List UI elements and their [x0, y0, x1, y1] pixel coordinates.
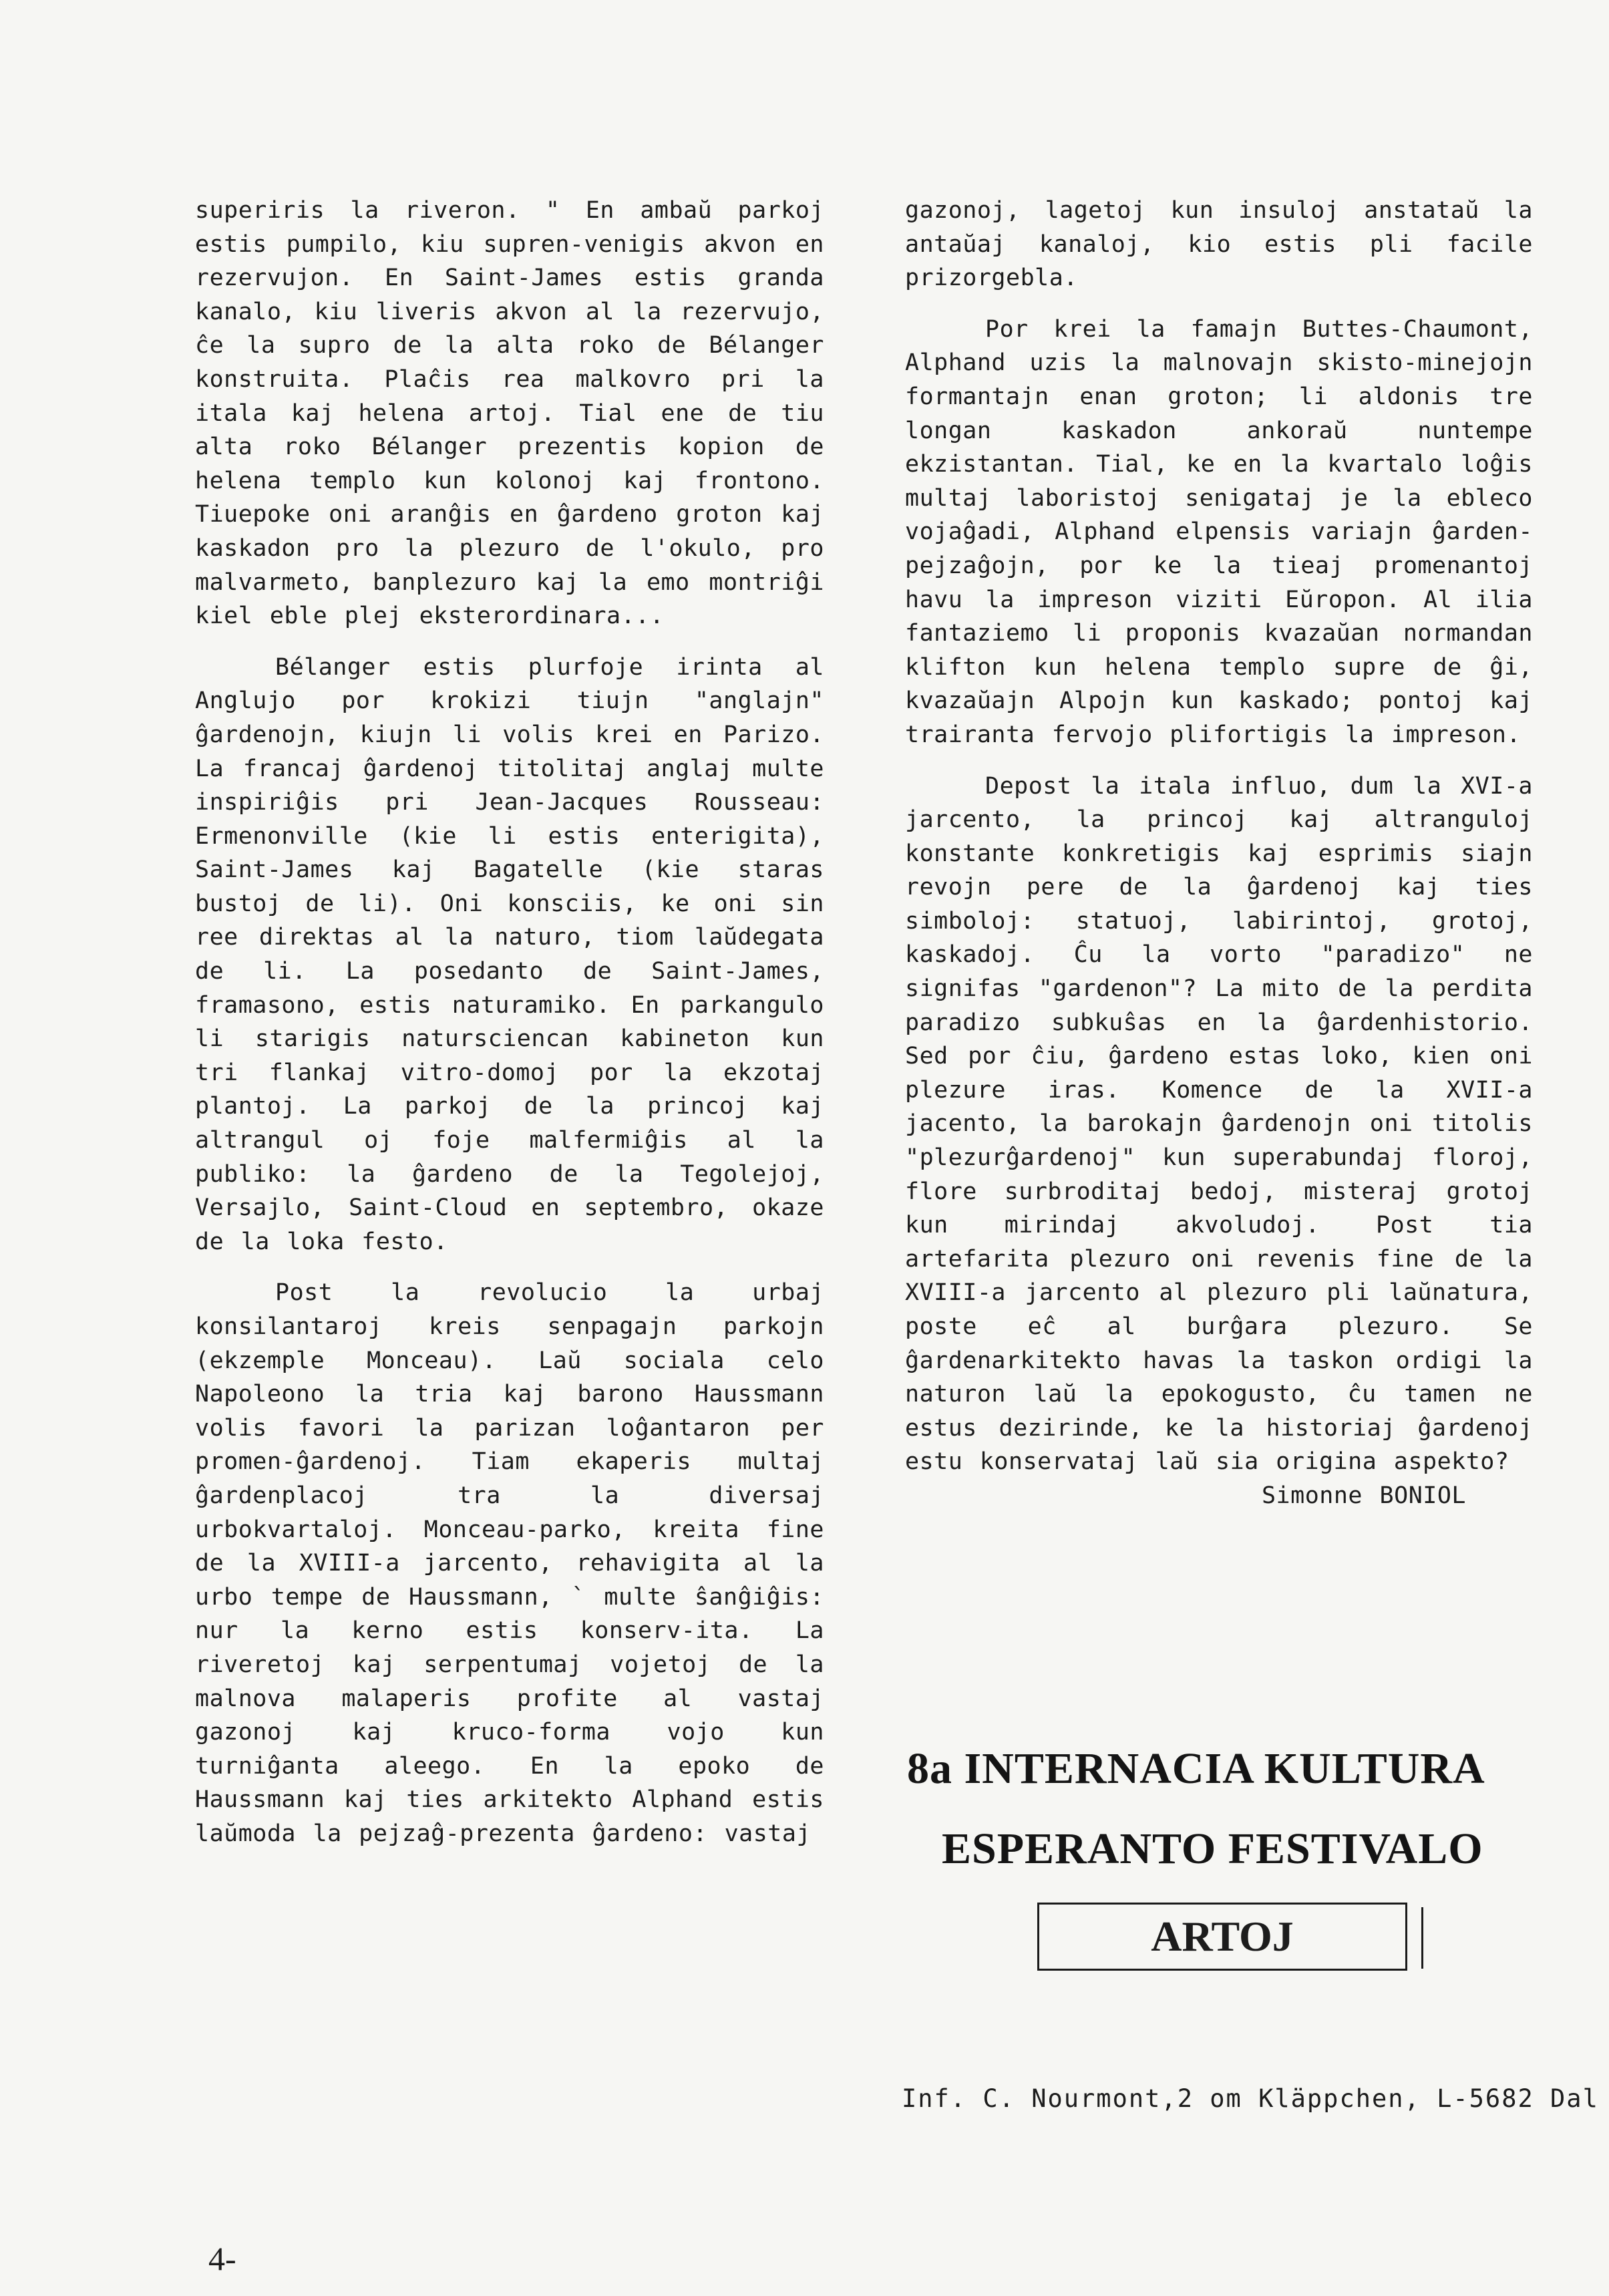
festival-title-line-1: 8a INTERNACIA KULTURA [907, 1744, 1485, 1793]
page-number: 4- [208, 2240, 236, 2277]
right-paragraph-1: gazonoj, lagetoj kun insuloj anstataŭ la antaŭaj kanaloj, kio estis pli facile prizorgebla. [905, 197, 1533, 292]
left-paragraph-3: Post la revolucio la urbaj konsilantaroj kreis senpagajn parkojn (ekzemple Monceau). Laŭ sociala celo Napoleono la tria kaj barono Haussmann volis favori la parizan loĝantaron per promen-ĝardenoj. Tiam ekaperis multaj ĝardenplacoj tra la diversaj urbokvartaloj. Monceau-parko, kreita fine de la XVIII-a jarcento, rehavigita al la urbo tempe de Haussmann, ` multe ŝanĝiĝis: nur la kerno estis konserv-ita. La riveretoj kaj serpentumaj vojetoj de la malnova malaperis profite al vastaj gazonoj kaj kruco-forma vojo kun turniĝanta aleego. En la epoko de Haussmann kaj ties arkitekto Alphand estis laŭmoda la pejzaĝ-prezenta ĝardeno: vastaj [195, 1279, 824, 1847]
right-paragraph-2: Por krei la famajn Buttes-Chaumont, Alphand uzis la malnovajn skisto-minejojn formantajn enan groton; li aldonis tre longan kaskadon ankoraŭ nuntempe ekzistantan. Tial, ke en la kvartalo loĝis multaj laboristoj senigataj je la ebleco vojaĝadi, Alphand elpensis variajn ĝarden-pejzaĝojn, por ke la tieaj promenantoj havu la impreson viziti Eŭropon. Al ilia fantaziemo li proponis kvazaŭan normandan klifton kun helena templo supre de ĝi, kvazaŭajn Alpojn kun kaskado; pontoj kaj trairanta fervojo plifortigis la impreson. [905, 315, 1533, 748]
author-signature: Simonne BONIOL [1261, 1482, 1466, 1509]
left-column [195, 194, 824, 1851]
right-column [905, 194, 1533, 1513]
left-paragraph-1: superiris la riveron. " En ambaŭ parkoj estis pumpilo, kiu supren-venigis akvon en rezervujon. En Saint-James estis granda kanalo, kiu liveris akvon al la rezervujo, ĉe la supro de la alta roko de Bélanger konstruita. Plaĉis rea malkovro pri la itala kaj helena artoj. Tial ene de tiu alta roko Bélanger prezentis kopion de helena templo kun kolonoj kaj frontono. Tiuepoke oni aranĝis en ĝardeno groton kaj kaskadon pro la plezuro de l'okulo, pro malvarmeto, banplezuro kaj la emo montriĝi kiel eble plej eksterordinara... [195, 197, 824, 630]
festival-title-line-2: ESPERANTO FESTIVALO [942, 1824, 1483, 1873]
festival-boxed-title: ARTOJ [1037, 1903, 1407, 1971]
box-side-rule [1421, 1907, 1423, 1969]
festival-contact-info: Inf. C. Nourmont,2 om Kläppchen, L-5682 Dal [902, 2084, 1599, 2113]
right-paragraph-3: Depost la itala influo, dum la XVI-a jarcento, la princoj kaj altranguloj konstante konkretigis kaj esprimis siajn revojn pere de la ĝardenoj kaj ties simboloj: statuoj, labirintoj, grotoj, kaskadoj. Ĉu la vorto "paradizo" ne signifas "gardenon"? La mito de la perdita paradizo subkuŝas en la ĝardenhistorio. Sed por ĉiu, ĝardeno estas loko, kien oni plezure iras. Komence de la XVII-a jacento, la barokajn ĝardenojn oni titolis "plezurĝardenoj" kun superabundaj floroj, flore surbroditaj bedoj, misteraj grotoj kun mirindaj akvoludoj. Post tia artefarita plezuro oni revenis fine de la XVIII-a jarcento al plezuro pli laŭnatura, poste eĉ al burĝara plezuro. Se ĝardenarkitekto havas la taskon ordigi la naturon laŭ la epokogusto, ĉu tamen ne estus dezirinde, ke la historiaj ĝardenoj estu konservataj laŭ sia origina aspekto? [905, 772, 1533, 1476]
left-paragraph-2: Bélanger estis plurfoje irinta al Anglujo por krokizi tiujn "anglajn" ĝardenojn, kiujn li volis krei en Parizo. La francaj ĝardenoj titolitaj anglaj multe inspiriĝis pri Jean-Jacques Rousseau: Ermenonville (kie li estis enterigita), Saint-James kaj Bagatelle (kie staras bustoj de li). Oni konsciis, ke oni sin ree direktas al la naturo, tiom laŭdegata de li. La posedanto de Saint-James, framasono, estis naturamiko. En parkangulo li starigis natursciencan kabineton kun tri flankaj vitro-domoj por la ekzotaj plantoj. La parkoj de la princoj kaj altrangul oj foje malfermiĝis al la publiko: la ĝardeno de la Tegolejoj, Versajlo, Saint-Cloud en septembro, okaze de la loka festo. [195, 653, 824, 1255]
